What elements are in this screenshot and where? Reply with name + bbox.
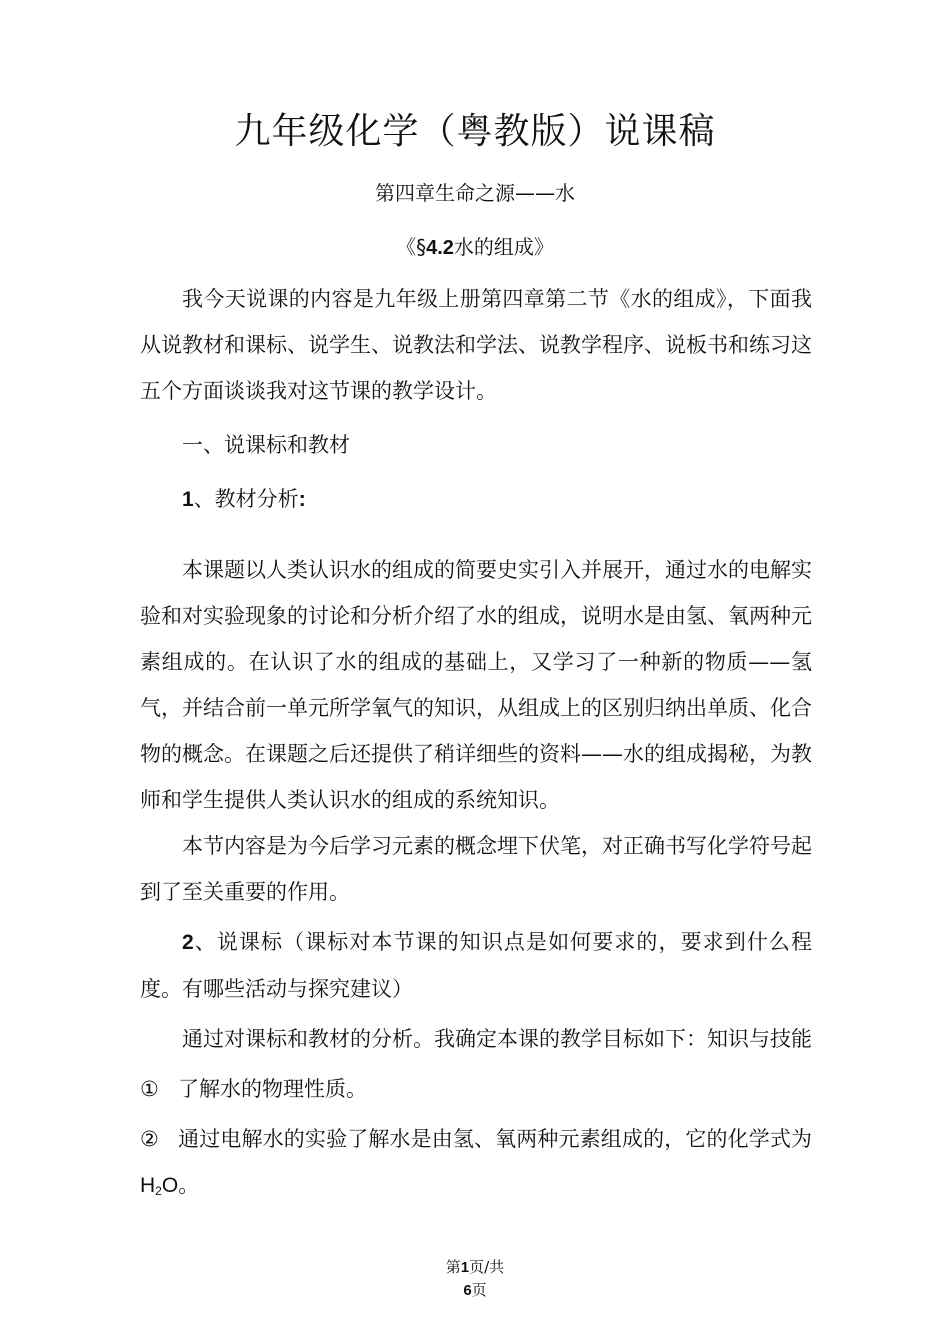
material-paragraph: 本课题以人类认识水的组成的简要史实引入并展开，通过水的电解实验和对实验现象的讨论和分析介绍了水的组成，说明水是由氢、氧两种元素组成的。在认识了水的组成的基础上，又学习了一种新的物质——氢气，并结合前一单元所学氧气的知识，从组成上的区别归纳出单质、化合物的概念。在课题之后还提供了稍详细些的资料——水的组成揭秘，为教师和学生提供人类认识水的组成的系统知识。 xyxy=(140,558,812,812)
list-item-1-text: 了解水的物理性质。 xyxy=(178,1077,367,1101)
subheading-2-number: 2 xyxy=(182,931,194,954)
intro-paragraph: 我今天说课的内容是九年级上册第四章第二节《水的组成》，下面我从说教材和课标、说学生、说教法和学法、说教学程序、说板书和练习这五个方面谈谈我对这节课的教学设计。 xyxy=(140,287,812,403)
lesson-heading xyxy=(0,232,950,263)
significance-paragraph: 本节内容是为今后学习元素的概念埋下伏笔，对正确书写化学符号起到了至关重要的作用。 xyxy=(140,834,812,904)
subheading-2-text: 、说课标（课标对本节课的知识点是如何要求的，要求到什么程度。有哪些活动与探究建议） xyxy=(140,930,812,1001)
list-item xyxy=(140,1066,812,1112)
list-item xyxy=(140,1116,812,1209)
formula-o: O xyxy=(161,1174,179,1197)
subheading-1-number: 1 xyxy=(182,488,194,511)
footer-suffix: 页 xyxy=(471,1281,487,1299)
formula-h: H xyxy=(140,1174,156,1197)
lesson-number: 4.2 xyxy=(426,237,454,259)
total-page-number: 6 xyxy=(463,1282,472,1299)
list-marker-1: ① xyxy=(140,1077,159,1101)
subheading-1-text: 、教材分析 xyxy=(193,487,299,511)
list-item-2-text: 通过电解水的实验了解水是由氢、氧两种元素组成的，它的化学式为 xyxy=(178,1127,812,1151)
page-number-line-1 xyxy=(0,1256,950,1279)
document-body xyxy=(140,276,812,1209)
section-heading-1: 一、说课标和教材 xyxy=(182,433,350,457)
footer-prefix: 第 xyxy=(445,1258,461,1276)
footer-mid: 页/共 xyxy=(469,1258,505,1276)
chapter-subtitle: 第四章生命之源——水 xyxy=(375,181,575,205)
list-marker-2: ② xyxy=(140,1127,159,1151)
current-page-number: 1 xyxy=(460,1259,470,1276)
lesson-open: 《§ xyxy=(396,235,427,259)
formula-subscript: 2 xyxy=(155,1184,162,1198)
document-title: 九年级化学（粤教版）说课稿 xyxy=(234,111,716,152)
lesson-rest: 水的组成》 xyxy=(453,235,554,259)
objectives-paragraph: 通过对课标和教材的分析。我确定本课的教学目标如下：知识与技能 xyxy=(182,1027,812,1051)
formula-end: 。 xyxy=(178,1173,200,1197)
page-footer xyxy=(0,1256,950,1302)
page-number-line-2 xyxy=(0,1279,950,1302)
subheading-2 xyxy=(140,919,812,1012)
subheading-1-colon: : xyxy=(298,488,306,511)
subheading-1 xyxy=(140,476,812,523)
